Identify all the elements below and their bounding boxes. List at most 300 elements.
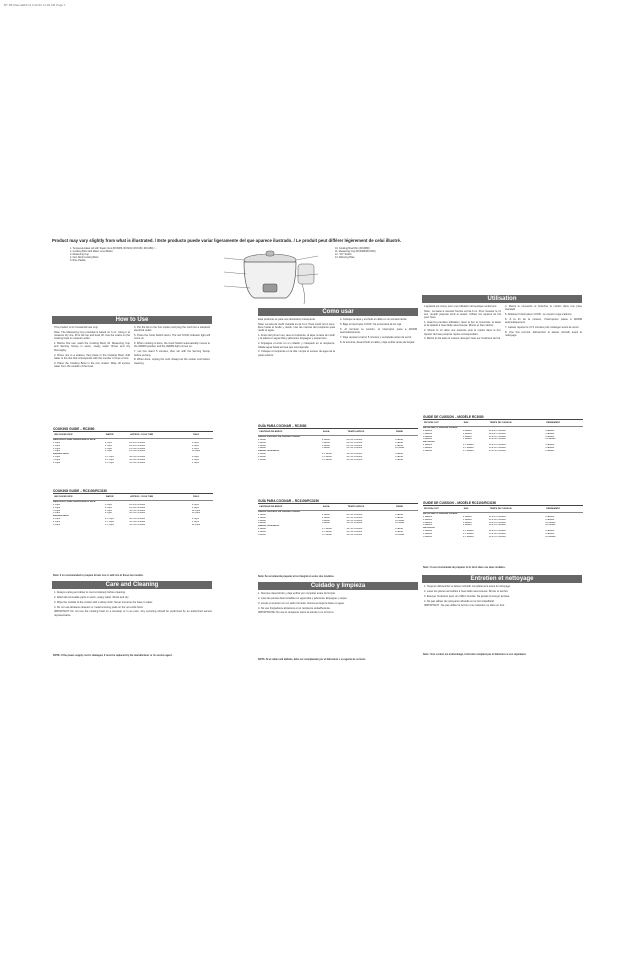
table-cell: 2 tasses xyxy=(423,444,432,447)
table-cell: 6 cups xyxy=(53,509,61,512)
table-cell: 30 à 35 minutes xyxy=(488,521,506,524)
page-headline: Product may vary slightly from what is illustrated. / Este producto puede variar ligeramente del que aparece ilustrado. / Le produit peut différer légèrement de celui illustré. xyxy=(52,238,402,243)
table-cell: 45–50 minutes xyxy=(129,521,145,524)
en-how-p1: Note: The Measuring Cup provided is based on 6 oz. Using it to measure dry rice, fill to the top and level off. Use the marks on the cooking bowl to measure water. xyxy=(54,330,130,341)
table-cell: 2 tasses xyxy=(423,429,432,432)
table-group-label: RIZ BRUN xyxy=(423,441,435,444)
table-cell: 20 à 25 minutes xyxy=(488,432,506,435)
table-cell: 40–45 minutos xyxy=(346,453,363,456)
fr-care-p4: IMPORTANT : Ne pas utiliser le bol sur une cuisinière ou dans un four. xyxy=(424,604,505,608)
table-cell: 3 tasses xyxy=(462,432,472,435)
table-header: EAU xyxy=(463,421,489,426)
en-how-p8: 7. Let rice stand 5 minutes, then stir with the Serving Scoop before serving. xyxy=(134,350,210,357)
table-cell: 4 cups xyxy=(53,506,61,509)
table-cell: 4 tasses xyxy=(423,518,432,521)
callout-3: 3. Measuring Cup xyxy=(70,253,89,257)
table-cell: 25 à 30 minutes xyxy=(488,435,506,438)
table-header: RIZ NON CUIT xyxy=(423,507,463,512)
table-cell: 4 tazas xyxy=(258,444,266,447)
table-cell: 2½ tasses xyxy=(462,530,474,533)
callout-2: 2. Cooking Bowl with Water Level Marks xyxy=(70,250,113,254)
section-band-es-care: Cuidado y limpieza xyxy=(258,582,418,590)
table-cell: 6 tazas xyxy=(322,519,330,522)
table-title: GUÍA PARA COCINAR – RC3100/RC3150 xyxy=(258,500,418,504)
fr-how-col-1 xyxy=(424,305,501,342)
table-group-label: BROWN RICE xyxy=(53,515,69,518)
table-cell: 12 cups xyxy=(191,524,201,527)
table-row xyxy=(53,524,213,527)
table-header: RENDEMENT xyxy=(545,507,583,512)
table-cell: 2 tazas xyxy=(258,513,266,516)
es-care-p0: 1. Siempre desenchufe y deje enfriar por completo antes de limpiar. xyxy=(258,592,336,595)
table-cell: 40 à 45 minutes xyxy=(488,444,506,447)
section-band-fr-care: Entretien et nettoyage xyxy=(422,575,582,583)
callout-5: 5. Rice Paddle xyxy=(70,259,86,263)
footnote-fr: Nota : Si le cordon est endommagé, il doit être remplacé par le fabricant ou son réparateur. xyxy=(423,653,527,656)
en-how-p9: 8. When done, unplug the cord. Always let the cooker cool before cleaning. xyxy=(134,358,210,365)
cooking-guide-fr-2 xyxy=(423,502,583,539)
en-how-p5: 4. Put the lid on the rice cooker and plug the cord into a standard electrical outlet. xyxy=(134,326,210,333)
section-band-en-care: Care and Cleaning xyxy=(52,581,212,589)
table-header: RIZ NON CUIT xyxy=(423,421,463,426)
table-cell: 2 cups xyxy=(104,503,112,506)
table-row xyxy=(53,462,213,465)
table-cell: 6 tasses xyxy=(545,432,555,435)
es-care-text xyxy=(258,592,416,616)
fr-how-p1: Nota : La tasse à mesurer fournie est de 6 oz. Pour mesurer le riz sec, remplir jusqu'au bord et araser. Utiliser les repères du bol pour l'eau. xyxy=(424,309,501,320)
es-how-p6: 5. Baje el interruptor COOK. Se encenderá la luz roja. xyxy=(340,322,402,326)
table-cell: 2½ cups xyxy=(104,456,114,459)
table-cell: 5 cups xyxy=(53,450,61,453)
table-cell: 45–50 minutes xyxy=(129,459,145,462)
table-cell: 20 à 25 minutes xyxy=(488,429,506,432)
table-cell: 10 tasses xyxy=(545,438,556,441)
table-cell: 2 cups xyxy=(104,441,112,444)
table-cell: 5 tazas xyxy=(322,447,330,450)
table-cell: 3½ tasses xyxy=(462,447,474,450)
es-how-p9: 8. Al terminar, desenchufe el cable y deje enfriar antes de limpiar. xyxy=(340,340,415,344)
table-cell: 2½ cups xyxy=(104,518,114,521)
table-cell: 25–30 minutes xyxy=(129,447,145,450)
table-header: AGUA xyxy=(322,505,346,510)
en-how-p7: 6. When cooking is done, the Cook Switch automatically moves to the WARM position and the WARM light comes on. xyxy=(134,342,210,349)
table-cell: 45–50 minutos xyxy=(346,456,363,459)
table-cell: 4 tazas xyxy=(395,513,403,516)
table-title: COOKING GUIDE – RC3080 xyxy=(53,428,213,432)
callout-10: 10. Cooking Bowl Rim (RC3080) xyxy=(335,247,370,250)
table-cell: 8 cups xyxy=(104,512,112,515)
fr-how-p7: 6. À la fin de la cuisson, l'interrupteur passe à WARM automatiquement. xyxy=(505,317,582,325)
fr-how-p3: 2. Rincer le riz dans une passoire puis le mettre dans le bol. Ajouter de l'eau jusqu'au repère correspondant. xyxy=(424,329,501,336)
table-cell: 3 cups xyxy=(53,459,61,462)
en-how-p3: 2. Rinse rice in a strainer, then place in the Cooking Bowl. Add water to the line that corresponds with the number of cups of rice. xyxy=(54,353,130,360)
table-cell: 4 cups xyxy=(53,462,61,465)
en-care-p4: IMPORTANT: Do not use the cooking bowl on a stovetop or in an oven. Any servicing should be performed by an authorized service representative. xyxy=(54,610,212,617)
cooking-table xyxy=(423,421,583,453)
table-cell: 6½ tasses xyxy=(462,536,474,539)
table-cell: 4 tazas xyxy=(258,459,266,462)
table-cell: 4 cups xyxy=(191,441,199,444)
table-cell: 30–35 minutos xyxy=(346,522,363,525)
table-cell: 2 cups xyxy=(53,518,61,521)
table-cell: 3½ cups xyxy=(104,459,114,462)
table-cell: 2 tazas xyxy=(322,438,330,441)
fr-how-p5: 4. Mettre le couvercle et brancher le cordon dans une prise standard. xyxy=(505,305,582,312)
table-header: TEMPS DE CUISSON xyxy=(489,421,546,426)
table-cell: 20–25 minutes xyxy=(129,503,145,506)
en-how-p6: 5. Press the Cook Switch down. The red COOK indicator light will come on. xyxy=(134,334,210,341)
table-cell: 16 cups xyxy=(191,512,201,515)
fr-how-col-2 xyxy=(505,305,582,339)
table-group-label: ARROZ INTEGRAL xyxy=(258,450,280,453)
callout-4: 4. Non-Stick Cooking Bowl xyxy=(70,256,99,260)
print-header: BT·B6 ManualRdm3 1/12/10 11:30 AM Page 1 xyxy=(4,3,66,7)
table-cell: 8 tazas xyxy=(322,522,330,525)
es-how-p2: 1. Antes del primer uso, lave el recipiente, la tapa, la taza de medir y la paleta en agua tibia y jabonosa. Enjuague y seque bien. xyxy=(258,334,335,341)
cooking-table xyxy=(53,495,213,527)
table-cell: 6½ cups xyxy=(104,524,114,527)
table-cell: 6 tazas xyxy=(395,441,403,444)
footnote-es: NOTA: Si el cable está dañado, debe ser reemplazado por el fabricante o su agente de servicio. xyxy=(258,658,366,661)
table-cell: 45 à 50 minutes xyxy=(488,450,506,453)
es-how-col-1 xyxy=(258,318,335,358)
en-how-p0: This product is for household use only. xyxy=(54,326,99,329)
table-cell: 2 cups xyxy=(53,441,61,444)
fr-care-p2: 3. Essuyer l'extérieur avec un chiffon humide. Ne jamais immerger la base. xyxy=(424,594,510,598)
table-row xyxy=(258,459,418,462)
table-cell: 4½ cups xyxy=(104,462,114,465)
section-band-en-how: How to Use xyxy=(52,316,212,324)
callout-1: 1. Tempered-Glass Lid with Steam Vent (RC3080, RC3100, RC3150, RC3180) / ... xyxy=(70,247,158,250)
table-cell: 8 tasses xyxy=(462,524,472,527)
rice-cooker-illustration xyxy=(210,246,330,308)
table-cell: 45–50 minutes xyxy=(129,462,145,465)
table-cell: 4 cups xyxy=(191,518,199,521)
table-cell: 2½ tazas xyxy=(322,453,332,456)
table-cell: 3 cups xyxy=(53,444,61,447)
table-group-label: RIZ BRUN xyxy=(423,527,435,530)
table-cell: 40–45 minutes xyxy=(129,456,145,459)
table-cell: 12 tazas xyxy=(395,534,405,537)
note-fr: Nota : Il est recommandé de préparer le riz brun dans ces deux modèles. xyxy=(423,566,506,569)
table-group-label: REGULAR LONG GRAIN WHITE RICE xyxy=(53,500,96,503)
table-header: RENDEMENT xyxy=(545,421,583,426)
table-cell: 6 tazas xyxy=(258,534,266,537)
table-cell: 6 cups xyxy=(191,459,199,462)
table-cell: 4 cups xyxy=(104,447,112,450)
table-cell: 4 tasses xyxy=(423,435,432,438)
table-cell: 5 cups xyxy=(104,450,112,453)
table-cell: 4 tazas xyxy=(258,531,266,534)
table-cell: 12 tazas xyxy=(395,519,405,522)
table-header: WATER xyxy=(105,495,130,500)
table-cell: 8 tasses xyxy=(545,450,555,453)
table-cell: 4½ tazas xyxy=(322,459,332,462)
fr-how-p9: 8. Une fois terminé, débrancher et laisser refroidir avant le nettoyage. xyxy=(505,330,582,338)
table-cell: 45 à 50 minutes xyxy=(488,447,506,450)
table-cell: 4 tazas xyxy=(322,516,330,519)
table-header: YIELD xyxy=(192,495,213,500)
callout-11: 11. Measuring Cup (RC3080/RC3100) xyxy=(335,250,376,254)
en-care-p3: 4. Do not use abrasive cleaners or metal scouring pads on the non-stick bowl. xyxy=(54,605,144,609)
note-es: Nota: Se recomienda preparar arroz integral en estos dos modelos. xyxy=(258,575,335,578)
table-cell: 3 tazas xyxy=(322,441,330,444)
en-how-col-2 xyxy=(134,326,210,366)
table-cell: 8 cups xyxy=(191,521,199,524)
table-group-label: ARROZ INTEGRAL xyxy=(258,525,280,528)
table-cell: 8 cups xyxy=(191,462,199,465)
table-cell: 4 tasses xyxy=(545,444,555,447)
table-cell: 4 tasses xyxy=(545,515,555,518)
table-cell: 8 tazas xyxy=(395,444,403,447)
table-cell: 4 cups xyxy=(104,506,112,509)
table-header: CANTIDAD DE ARROZ xyxy=(258,505,322,510)
table-cell: 16 tasses xyxy=(545,524,556,527)
es-how-p4: 3. Coloque el recipiente en la olla. Limpie el exceso de agua de la parte exterior. xyxy=(258,350,335,357)
fr-how-p8: 7. Laisser reposer le riz 5 minutes puis mélanger avant de servir. xyxy=(505,326,580,330)
en-care-p1: 2. Wash all removable parts in warm, soapy water. Rinse and dry. xyxy=(54,595,130,599)
es-how-col-2 xyxy=(340,318,417,345)
table-cell: 4 tasses xyxy=(545,429,555,432)
table-cell: 5 tasses xyxy=(462,438,472,441)
table-header: UNCOOKED RICE xyxy=(53,495,105,500)
table-cell: 25–30 minutes xyxy=(129,506,145,509)
es-how-p0: Este producto es para uso doméstico únicamente. xyxy=(258,318,316,321)
es-care-p2: 3. Limpie el exterior con un paño húmedo. Nunca sumerja la base en agua. xyxy=(258,601,345,605)
table-cell: 6 cups xyxy=(53,524,61,527)
callout-12: 12. "On" Switch xyxy=(335,253,352,257)
table-header: UNCOOKED RICE xyxy=(53,433,105,438)
table-cell: 6 tasses xyxy=(423,536,432,539)
table-cell: 20–25 minutes xyxy=(129,441,145,444)
table-header: AGUA xyxy=(322,430,346,435)
cooking-guide-en-2 xyxy=(53,490,213,527)
table-cell: 2 tazas xyxy=(258,528,266,531)
table-cell: 50 à 55 minutes xyxy=(488,536,506,539)
callouts-right xyxy=(335,247,455,259)
callout-13: 13. Warming Plate xyxy=(335,256,355,260)
table-cell: 2 tasses xyxy=(462,429,472,432)
table-header: TIEMPO APROX. xyxy=(346,430,395,435)
table-cell: 20–25 minutes xyxy=(129,444,145,447)
en-how-p2: 1. Before first use, wash the Cooking Bowl, lid, Measuring Cup and Serving Scoop in warm, soapy water. Rinse and dry thoroughly. xyxy=(54,342,130,352)
section-band-fr-how: Utilisation xyxy=(422,295,582,303)
cooking-table xyxy=(53,433,213,465)
fr-how-p6: 5. Abaisser l'interrupteur COOK. Le voyant rouge s'allume. xyxy=(505,313,573,317)
table-group-label: ARROZ BLANCO DE GRANO LARGO xyxy=(258,510,301,513)
table-group-label: BROWN RICE xyxy=(53,453,69,456)
table-cell: 8 tasses xyxy=(545,518,555,521)
table-header: APPROX. COOK TIME xyxy=(129,433,191,438)
en-how-col-1 xyxy=(54,326,130,370)
section-band-es-how: Como usar xyxy=(258,308,418,316)
fr-care-text xyxy=(424,585,582,609)
table-cell: 6 cups xyxy=(191,444,199,447)
table-cell: 4 tazas xyxy=(395,438,403,441)
table-header: WATER xyxy=(105,433,130,438)
table-header: EAU xyxy=(463,507,489,512)
table-cell: 8 tazas xyxy=(395,459,403,462)
table-cell: 4 tasses xyxy=(545,530,555,533)
table-cell: 6 tazas xyxy=(258,519,266,522)
cooking-guide-es-1 xyxy=(258,425,418,462)
table-cell: 8 tazas xyxy=(395,516,403,519)
table-cell: 6 tasses xyxy=(545,447,555,450)
table-cell: 8 cups xyxy=(191,447,199,450)
table-cell: 2 tasses xyxy=(462,515,472,518)
table-row xyxy=(423,536,583,539)
table-cell: 40–45 minutos xyxy=(346,528,363,531)
table-cell: 12 tasses xyxy=(545,521,556,524)
cooking-guide-es-2 xyxy=(258,500,418,537)
table-cell: 12 tasses xyxy=(545,536,556,539)
table-cell: 2½ tasses xyxy=(462,444,474,447)
table-title: GUÍA PARA COCINAR – RC3080 xyxy=(258,425,418,429)
table-cell: 4 tazas xyxy=(395,528,403,531)
table-cell: 4 tasses xyxy=(423,450,432,453)
table-cell: 16 tazas xyxy=(395,522,405,525)
table-header: APPROX. COOK TIME xyxy=(129,495,191,500)
table-cell: 50–55 minutos xyxy=(346,534,363,537)
table-cell: 30–35 minutos xyxy=(346,519,363,522)
table-group-label: RIZ BLANC À GRAINS LONGS xyxy=(423,512,458,515)
table-cell: 50–55 minutes xyxy=(129,524,145,527)
table-cell: 8 tasses xyxy=(545,435,555,438)
en-care-p0: 1. Always unplug and allow to cool completely before cleaning. xyxy=(54,591,126,594)
table-header: RINDE xyxy=(395,505,418,510)
table-cell: 6½ tazas xyxy=(322,534,332,537)
table-header: TIEMPO APROX. xyxy=(346,505,395,510)
table-cell: 30–35 minutes xyxy=(129,509,145,512)
table-cell: 5 tazas xyxy=(258,447,266,450)
es-care-p1: 2. Lave las piezas desmontables en agua tibia y jabonosa. Enjuague y seque. xyxy=(258,596,348,600)
table-cell: 4½ tazas xyxy=(322,531,332,534)
table-cell: 4 tazas xyxy=(258,516,266,519)
table-cell: 10 tazas xyxy=(395,447,405,450)
table-cell: 4 tazas xyxy=(322,444,330,447)
table-cell: 30 à 35 minutes xyxy=(488,524,506,527)
en-care-p2: 3. Wipe the outside of the cooker with a damp cloth. Never immerse the base in water. xyxy=(54,600,153,604)
table-cell: 40–45 minutes xyxy=(129,518,145,521)
es-how-p1: Nota: La taza de medir incluida es de 6 oz. Para medir arroz seco, llene hasta el borde y nivele. Use las marcas del recipiente para medir el agua. xyxy=(258,322,335,333)
table-group-label: ARROZ BLANCO DE GRANO LARGO xyxy=(258,435,301,438)
table-cell: 4 cups xyxy=(53,521,61,524)
table-cell: 4 cups xyxy=(53,447,61,450)
table-cell: 2 tazas xyxy=(258,438,266,441)
table-cell: 4 cups xyxy=(191,456,199,459)
table-cell: 6 tasses xyxy=(423,521,432,524)
table-cell: 40 à 45 minutes xyxy=(488,530,506,533)
table-cell: 8 tasses xyxy=(545,533,555,536)
en-care-text xyxy=(54,591,212,618)
es-how-p5: 4. Coloque la tapa y enchufe el cable en un tomacorriente. xyxy=(340,318,408,321)
table-cell: 12 cups xyxy=(191,509,201,512)
table-cell: 45 à 50 minutes xyxy=(488,533,506,536)
cooking-table xyxy=(258,505,418,537)
table-cell: 4½ cups xyxy=(104,521,114,524)
table-cell: 10 cups xyxy=(191,450,201,453)
table-cell: 20–25 minutos xyxy=(346,513,363,516)
table-cell: 6 tasses xyxy=(462,521,472,524)
table-cell: 45–50 minutos xyxy=(346,459,363,462)
table-cell: 25 à 30 minutes xyxy=(488,438,506,441)
callouts-left xyxy=(70,247,205,262)
table-cell: 6 cups xyxy=(104,509,112,512)
table-cell: 4 tazas xyxy=(395,453,403,456)
table-cell: 2½ tazas xyxy=(322,528,332,531)
en-how-p4: 3. Place the Cooking Bowl in the rice cooker. Wipe off excess water from the outside of the bowl. xyxy=(54,361,130,368)
table-cell: 8 cups xyxy=(191,506,199,509)
fr-care-p3: 4. Ne pas utiliser de nettoyants abrasifs sur le bol antiadhésif. xyxy=(424,599,495,603)
table-cell: 25–30 minutos xyxy=(346,444,363,447)
table-cell: 3 cups xyxy=(104,444,112,447)
fr-care-p1: 2. Laver les pièces amovibles à l'eau tiède savonneuse. Rincer et sécher. xyxy=(424,589,509,593)
es-care-p4: IMPORTANTE: No use el recipiente sobre la estufa ni en el horno. xyxy=(258,611,335,615)
table-cell: 4 tasses xyxy=(423,533,432,536)
cooking-guide-en-1 xyxy=(53,428,213,465)
table-cell: 4 cups xyxy=(191,503,199,506)
table-cell: 2 tazas xyxy=(258,453,266,456)
fr-how-p2: 1. Avant la première utilisation, laver le bol, le couvercle, la tasse et la spatule à l'eau tiède savonneuse. Rincer et bien sécher. xyxy=(424,321,501,328)
table-group-label: RIZ BLANC À GRAINS LONGS xyxy=(423,426,458,429)
table-cell: 25–30 minutos xyxy=(346,516,363,519)
table-group-label: REGULAR LONG GRAIN WHITE RICE xyxy=(53,438,96,441)
table-cell: 5 tasses xyxy=(423,438,432,441)
table-cell: 3 tasses xyxy=(423,432,432,435)
table-cell: 3 tazas xyxy=(258,441,266,444)
es-how-p8: 7. Deje reposar el arroz 5 minutos y revüelvalo antes de servir. xyxy=(340,335,412,339)
table-header: YIELD xyxy=(192,433,213,438)
table-row xyxy=(258,534,418,537)
table-header: CANTIDAD DE ARROZ xyxy=(258,430,322,435)
cooking-guide-fr-1 xyxy=(423,416,583,453)
table-title: GUIDE DE CUISSON – MODÈLE RC3100/RC3150 xyxy=(423,502,583,506)
table-cell: 25 à 30 minutes xyxy=(488,518,506,521)
note-en: Note: It is recommended to prepare brown rice or wild rice in these two models. xyxy=(53,574,144,577)
table-cell: 4½ tasses xyxy=(462,450,474,453)
table-cell: 2 cups xyxy=(53,503,61,506)
table-cell: 20–25 minutos xyxy=(346,438,363,441)
table-title: COOKING GUIDE – RC3100/RC3150 xyxy=(53,490,213,494)
table-cell: 4 tasses xyxy=(462,435,472,438)
table-cell: 8 tazas xyxy=(258,522,266,525)
table-cell: 2 tasses xyxy=(423,515,432,518)
fr-how-p4: 3. Mettre le bol dans le cuiseur. Essuyer l'eau sur l'extérieur du bol. xyxy=(424,337,501,341)
table-cell: 4 tasses xyxy=(462,518,472,521)
table-cell: 4½ tasses xyxy=(462,533,474,536)
table-cell: 2 tazas xyxy=(322,513,330,516)
table-cell: 3 tasses xyxy=(423,447,432,450)
es-how-p3: 2. Enjuague el arroz en un colador y colóquelo en el recipiente. Añada agua hasta la línea que corresponda. xyxy=(258,342,335,349)
table-cell: 8 cups xyxy=(53,512,61,515)
table-cell: 8 tazas xyxy=(395,531,403,534)
table-cell: 8 tasses xyxy=(423,524,432,527)
table-cell: 20–25 minutos xyxy=(346,441,363,444)
es-care-p3: 4. No use limpiadores abrasivos en el recipiente antiadherente. xyxy=(258,606,331,610)
table-cell: 25–30 minutes xyxy=(129,450,145,453)
cooking-table xyxy=(258,430,418,462)
table-title: GUIDE DE CUISSON – MODÈLE RC3080 xyxy=(423,416,583,420)
table-cell: 3 tazas xyxy=(258,456,266,459)
cooking-table xyxy=(423,507,583,539)
table-cell: 25–30 minutos xyxy=(346,447,363,450)
table-cell: 20 à 25 minutes xyxy=(488,515,506,518)
table-row xyxy=(423,450,583,453)
table-cell: 2 tasses xyxy=(423,530,432,533)
fr-care-p0: 1. Toujours débrancher et laisser refroidir complètement avant le nettoyage. xyxy=(424,585,511,588)
table-cell: 30–35 minutes xyxy=(129,512,145,515)
table-header: TEMPS DE CUISSON xyxy=(489,507,546,512)
